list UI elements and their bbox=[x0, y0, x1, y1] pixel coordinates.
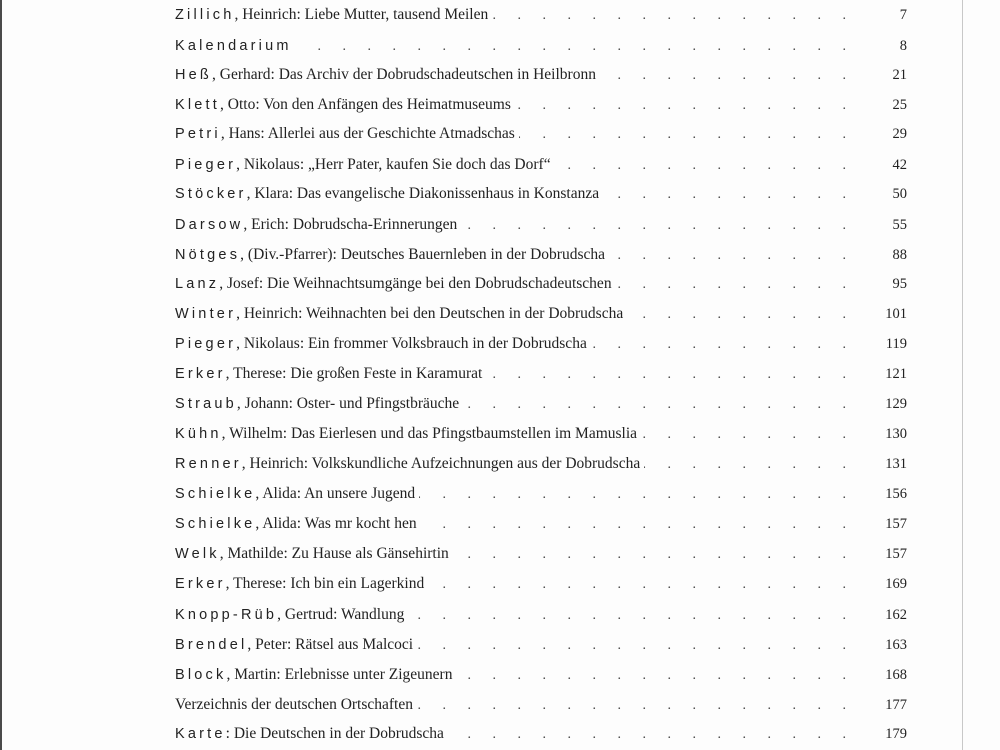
page-left-edge bbox=[0, 0, 2, 750]
dot-leader bbox=[417, 634, 855, 658]
toc-author: Erker bbox=[175, 366, 226, 382]
toc-page-number: 88 bbox=[892, 247, 907, 263]
toc-entry bbox=[175, 122, 907, 146]
toc-title: , Johann: Oster- und Pfingstbräuche bbox=[236, 395, 460, 412]
toc-title: Verzeichnis der deutschen Ortschaften bbox=[175, 696, 413, 713]
toc-page-number: 168 bbox=[885, 667, 907, 683]
toc-page-number: 101 bbox=[885, 306, 907, 322]
dot-leader bbox=[644, 453, 855, 477]
dot-leader bbox=[603, 183, 855, 207]
toc-entry bbox=[175, 182, 907, 206]
toc-page-number: 29 bbox=[892, 126, 907, 142]
dot-leader bbox=[616, 273, 855, 297]
toc-title: , Erich: Dobrudscha-Erinnerungen bbox=[243, 216, 458, 233]
toc-entry bbox=[175, 512, 907, 536]
toc-title: , Nikolaus: „Herr Pater, kaufen Sie doch das Dorf“ bbox=[236, 156, 551, 173]
toc-title: , Heinrich: Liebe Mutter, tausend Meilen bbox=[234, 6, 489, 23]
toc-author: Darsow bbox=[175, 217, 244, 233]
toc-entry bbox=[175, 422, 907, 446]
toc-title: , Therese: Die großen Feste in Karamurat bbox=[225, 365, 483, 382]
toc-author: Schielke bbox=[175, 486, 256, 502]
dot-leader bbox=[609, 244, 855, 268]
toc-entry bbox=[175, 542, 907, 566]
table-of-contents bbox=[175, 0, 907, 750]
toc-entry bbox=[175, 63, 907, 87]
toc-page-number: 21 bbox=[892, 67, 907, 83]
toc-page-number: 25 bbox=[892, 97, 907, 113]
dot-leader bbox=[519, 123, 855, 147]
toc-page-number: 162 bbox=[885, 607, 907, 623]
toc-page-number: 169 bbox=[885, 576, 907, 592]
toc-title: , Heinrich: Weihnachten bei den Deutschen in der Dobrudscha bbox=[236, 305, 624, 322]
toc-title: , Heinrich: Volkskundliche Aufzeichnungen aus der Dobrudscha bbox=[241, 455, 641, 472]
toc-title: , Therese: Ich bin ein Lagerkind bbox=[225, 575, 425, 592]
toc-page-number: 129 bbox=[885, 396, 907, 412]
toc-entry bbox=[175, 663, 907, 687]
toc-author: Welk bbox=[175, 546, 220, 562]
toc-title: : Die Deutschen in der Dobrudscha bbox=[225, 725, 444, 742]
dot-leader bbox=[627, 303, 855, 327]
toc-entry bbox=[175, 153, 907, 177]
toc-author: Block bbox=[175, 667, 227, 683]
toc-entry bbox=[175, 693, 907, 717]
toc-author: Stöcker bbox=[175, 186, 247, 202]
toc-page-number: 8 bbox=[899, 38, 907, 54]
dot-leader bbox=[461, 214, 855, 238]
toc-author: Renner bbox=[175, 456, 242, 472]
toc-title: , Nikolaus: Ein frommer Volksbrauch in der Dobrudscha bbox=[236, 335, 587, 352]
dot-leader bbox=[453, 543, 855, 567]
toc-author: Pieger bbox=[175, 336, 237, 352]
toc-author: Lanz bbox=[175, 276, 220, 292]
toc-entry bbox=[175, 3, 907, 27]
toc-entry bbox=[175, 603, 907, 627]
toc-author: Straub bbox=[175, 396, 237, 412]
page-right-rule bbox=[962, 0, 963, 750]
toc-author: Petri bbox=[175, 126, 221, 142]
toc-entry bbox=[175, 34, 907, 58]
toc-page-number: 50 bbox=[892, 186, 907, 202]
dot-leader bbox=[486, 363, 855, 387]
dot-leader bbox=[428, 573, 855, 597]
toc-author: Klett bbox=[175, 97, 221, 113]
toc-page-number: 157 bbox=[885, 516, 907, 532]
toc-entry bbox=[175, 272, 907, 296]
dot-leader bbox=[600, 64, 855, 88]
dot-leader bbox=[419, 483, 855, 507]
toc-title: , (Div.-Pfarrer): Deutsches Bauernleben in der Dobrudscha bbox=[240, 246, 605, 263]
toc-author: Erker bbox=[175, 576, 226, 592]
toc-entry bbox=[175, 482, 907, 506]
toc-page-number: 119 bbox=[885, 336, 907, 352]
toc-author: Heß bbox=[175, 67, 212, 83]
toc-title: , Martin: Erlebnisse unter Zigeunern bbox=[226, 666, 453, 683]
toc-page-number: 177 bbox=[885, 697, 907, 713]
toc-title: , Gertrud: Wandlung bbox=[277, 606, 405, 623]
toc-title: , Alida: An unsere Jugend bbox=[255, 485, 416, 502]
toc-author: Kalendarium bbox=[175, 38, 292, 54]
toc-entry bbox=[175, 213, 907, 237]
toc-entry bbox=[175, 572, 907, 596]
toc-author: Zillich bbox=[175, 7, 235, 23]
toc-title: , Otto: Von den Anfängen des Heimatmuseums bbox=[220, 96, 511, 113]
toc-title: , Peter: Rätsel aus Malcoci bbox=[247, 636, 414, 653]
toc-page-number: 7 bbox=[899, 7, 907, 23]
toc-author: Nötges bbox=[175, 247, 241, 263]
toc-entry bbox=[175, 243, 907, 267]
dot-leader bbox=[591, 333, 855, 357]
toc-author: Schielke bbox=[175, 516, 256, 532]
toc-author: Brendel bbox=[175, 637, 248, 653]
toc-title: , Josef: Die Weihnachtsumgänge bei den Dobrudschadeutschen bbox=[219, 275, 612, 292]
toc-page-number: 121 bbox=[885, 366, 907, 382]
dot-leader bbox=[296, 35, 855, 59]
toc-title: , Hans: Allerlei aus der Geschichte Atmadschas bbox=[220, 125, 515, 142]
dot-leader bbox=[492, 4, 855, 28]
dot-leader bbox=[408, 604, 855, 628]
toc-title: , Gerhard: Das Archiv der Dobrudschadeutschen in Heilbronn bbox=[212, 66, 596, 83]
toc-page-number: 157 bbox=[885, 546, 907, 562]
toc-entry bbox=[175, 93, 907, 117]
toc-entry bbox=[175, 633, 907, 657]
dot-leader bbox=[641, 423, 855, 447]
toc-entry bbox=[175, 362, 907, 386]
toc-title: , Klara: Das evangelische Diakonissenhaus in Konstanza bbox=[246, 185, 600, 202]
toc-page-number: 55 bbox=[892, 217, 907, 233]
toc-page-number: 130 bbox=[885, 426, 907, 442]
toc-entry bbox=[175, 392, 907, 416]
toc-author: Kühn bbox=[175, 426, 222, 442]
toc-page-number: 163 bbox=[885, 637, 907, 653]
toc-author: Karte bbox=[175, 726, 226, 742]
toc-page-number: 179 bbox=[885, 726, 907, 742]
toc-entry bbox=[175, 332, 907, 356]
toc-entry bbox=[175, 452, 907, 476]
toc-author: Pieger bbox=[175, 157, 237, 173]
toc-entry bbox=[175, 302, 907, 326]
dot-leader bbox=[515, 94, 855, 118]
toc-page-number: 42 bbox=[892, 157, 907, 173]
toc-author: Winter bbox=[175, 306, 237, 322]
dot-leader bbox=[448, 723, 855, 747]
dot-leader bbox=[555, 154, 855, 178]
dot-leader bbox=[463, 393, 855, 417]
toc-entry bbox=[175, 722, 907, 746]
dot-leader bbox=[456, 664, 855, 688]
toc-title: , Alida: Was mr kocht hen bbox=[255, 515, 417, 532]
toc-author: Knopp-Rüb bbox=[175, 607, 278, 623]
toc-title: , Mathilde: Zu Hause als Gänsehirtin bbox=[219, 545, 449, 562]
dot-leader bbox=[421, 513, 855, 537]
toc-page-number: 131 bbox=[885, 456, 907, 472]
toc-title: , Wilhelm: Das Eierlesen und das Pfingstbaumstellen im Mamuslia bbox=[221, 425, 638, 442]
toc-page-number: 95 bbox=[892, 276, 907, 292]
toc-page-number: 156 bbox=[885, 486, 907, 502]
dot-leader bbox=[417, 694, 855, 718]
